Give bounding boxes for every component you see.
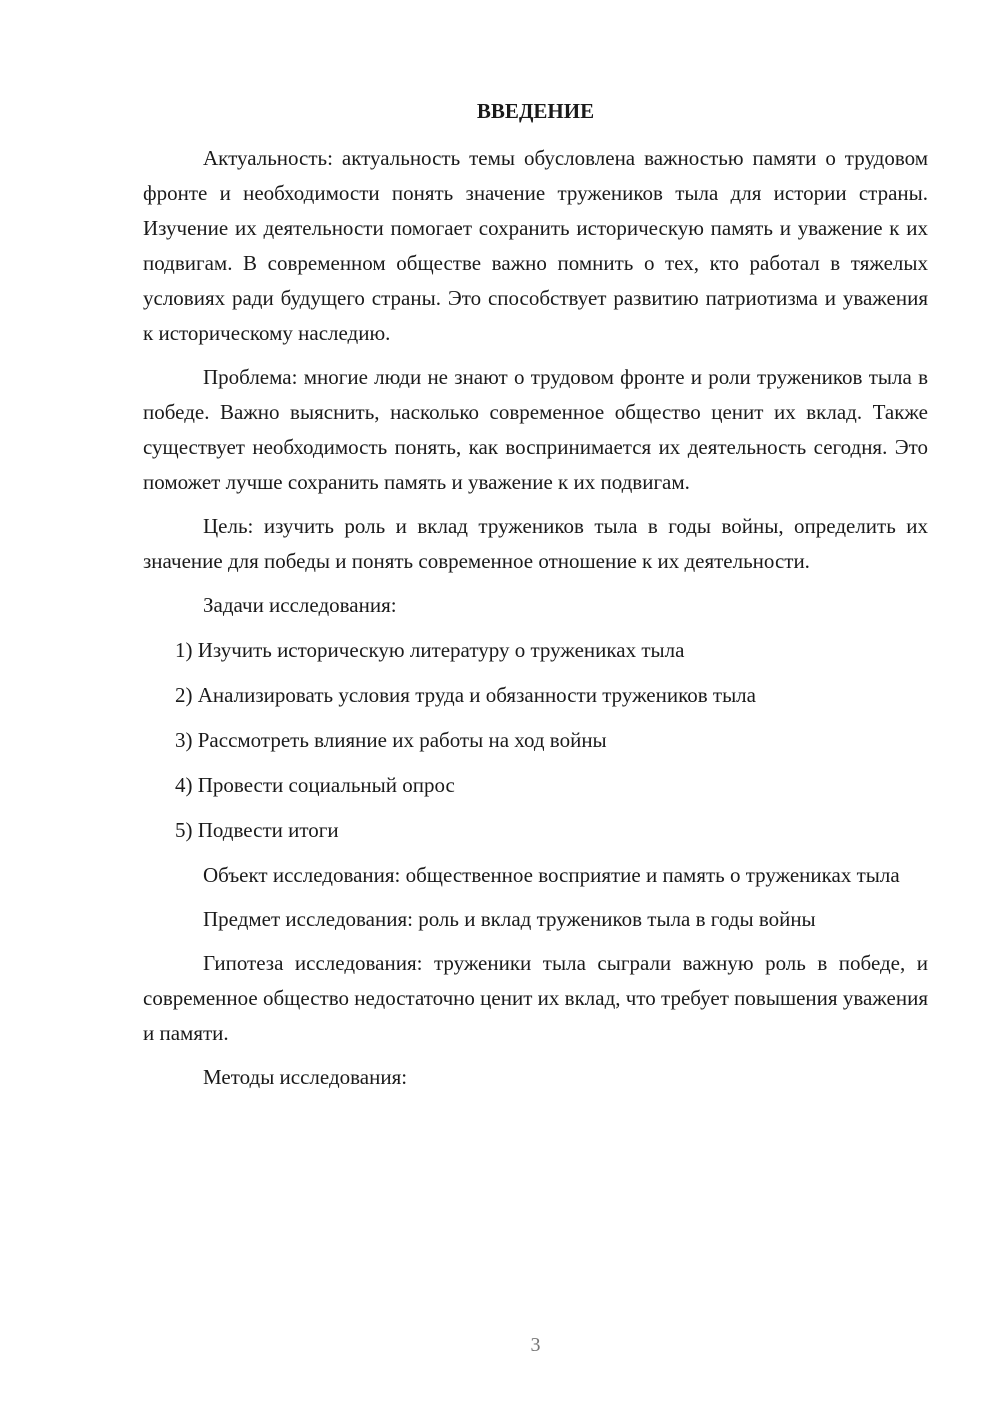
- tasks-heading: Задачи исследования:: [203, 593, 397, 617]
- hypothesis-paragraph: Гипотеза исследования: труженики тыла сыграли важную роль в победе, и современное общество недостаточно ценит их вклад, что требует повышения уважения и памяти.: [143, 951, 928, 1045]
- goal-paragraph: Цель: изучить роль и вклад тружеников тыла в годы войны, определить их значение для победы и понять современное отношение к их деятельности.: [143, 514, 928, 573]
- page-number: 3: [530, 1334, 541, 1356]
- document-body: [143, 141, 928, 1105]
- methods-heading: Методы исследования:: [203, 1065, 408, 1089]
- relevance-paragraph: Актуальность: актуальность темы обусловлена важностью памяти о трудовом фронте и необходимости понять значение тружеников тыла для истории страны. Изучение их деятельности помогает сохранить историческую память и уважение к их подвигам. В современном обществе важно помнить о тех, кто работал в тяжелых условиях ради будущего страны. Это способствует развитию патриотизма и уважения к историческому наследию.: [143, 146, 928, 345]
- section-title: ВВЕДЕНИЕ: [476, 99, 595, 123]
- problem-paragraph: Проблема: многие люди не знают о трудовом фронте и роли тружеников тыла в победе. Важно выяснить, насколько современное общество ценит их вклад. Также существует необходимость понять, как воспринимается их деятельность сегодня. Это поможет лучше сохранить память и уважение к их подвигам.: [143, 365, 928, 494]
- task-item: 5) Подвести итоги: [175, 818, 339, 842]
- task-item: 1) Изучить историческую литературу о тружениках тыла: [175, 638, 685, 662]
- tasks-list: [143, 633, 928, 848]
- task-item: 2) Анализировать условия труда и обязанности тружеников тыла: [175, 683, 756, 707]
- task-item: 3) Рассмотреть влияние их работы на ход войны: [175, 728, 607, 752]
- object-paragraph: Объект исследования: общественное восприятие и память о тружениках тыла: [203, 863, 900, 887]
- document-page: [143, 0, 928, 1414]
- subject-paragraph: Предмет исследования: роль и вклад тружеников тыла в годы войны: [203, 907, 816, 931]
- task-item: 4) Провести социальный опрос: [175, 773, 455, 797]
